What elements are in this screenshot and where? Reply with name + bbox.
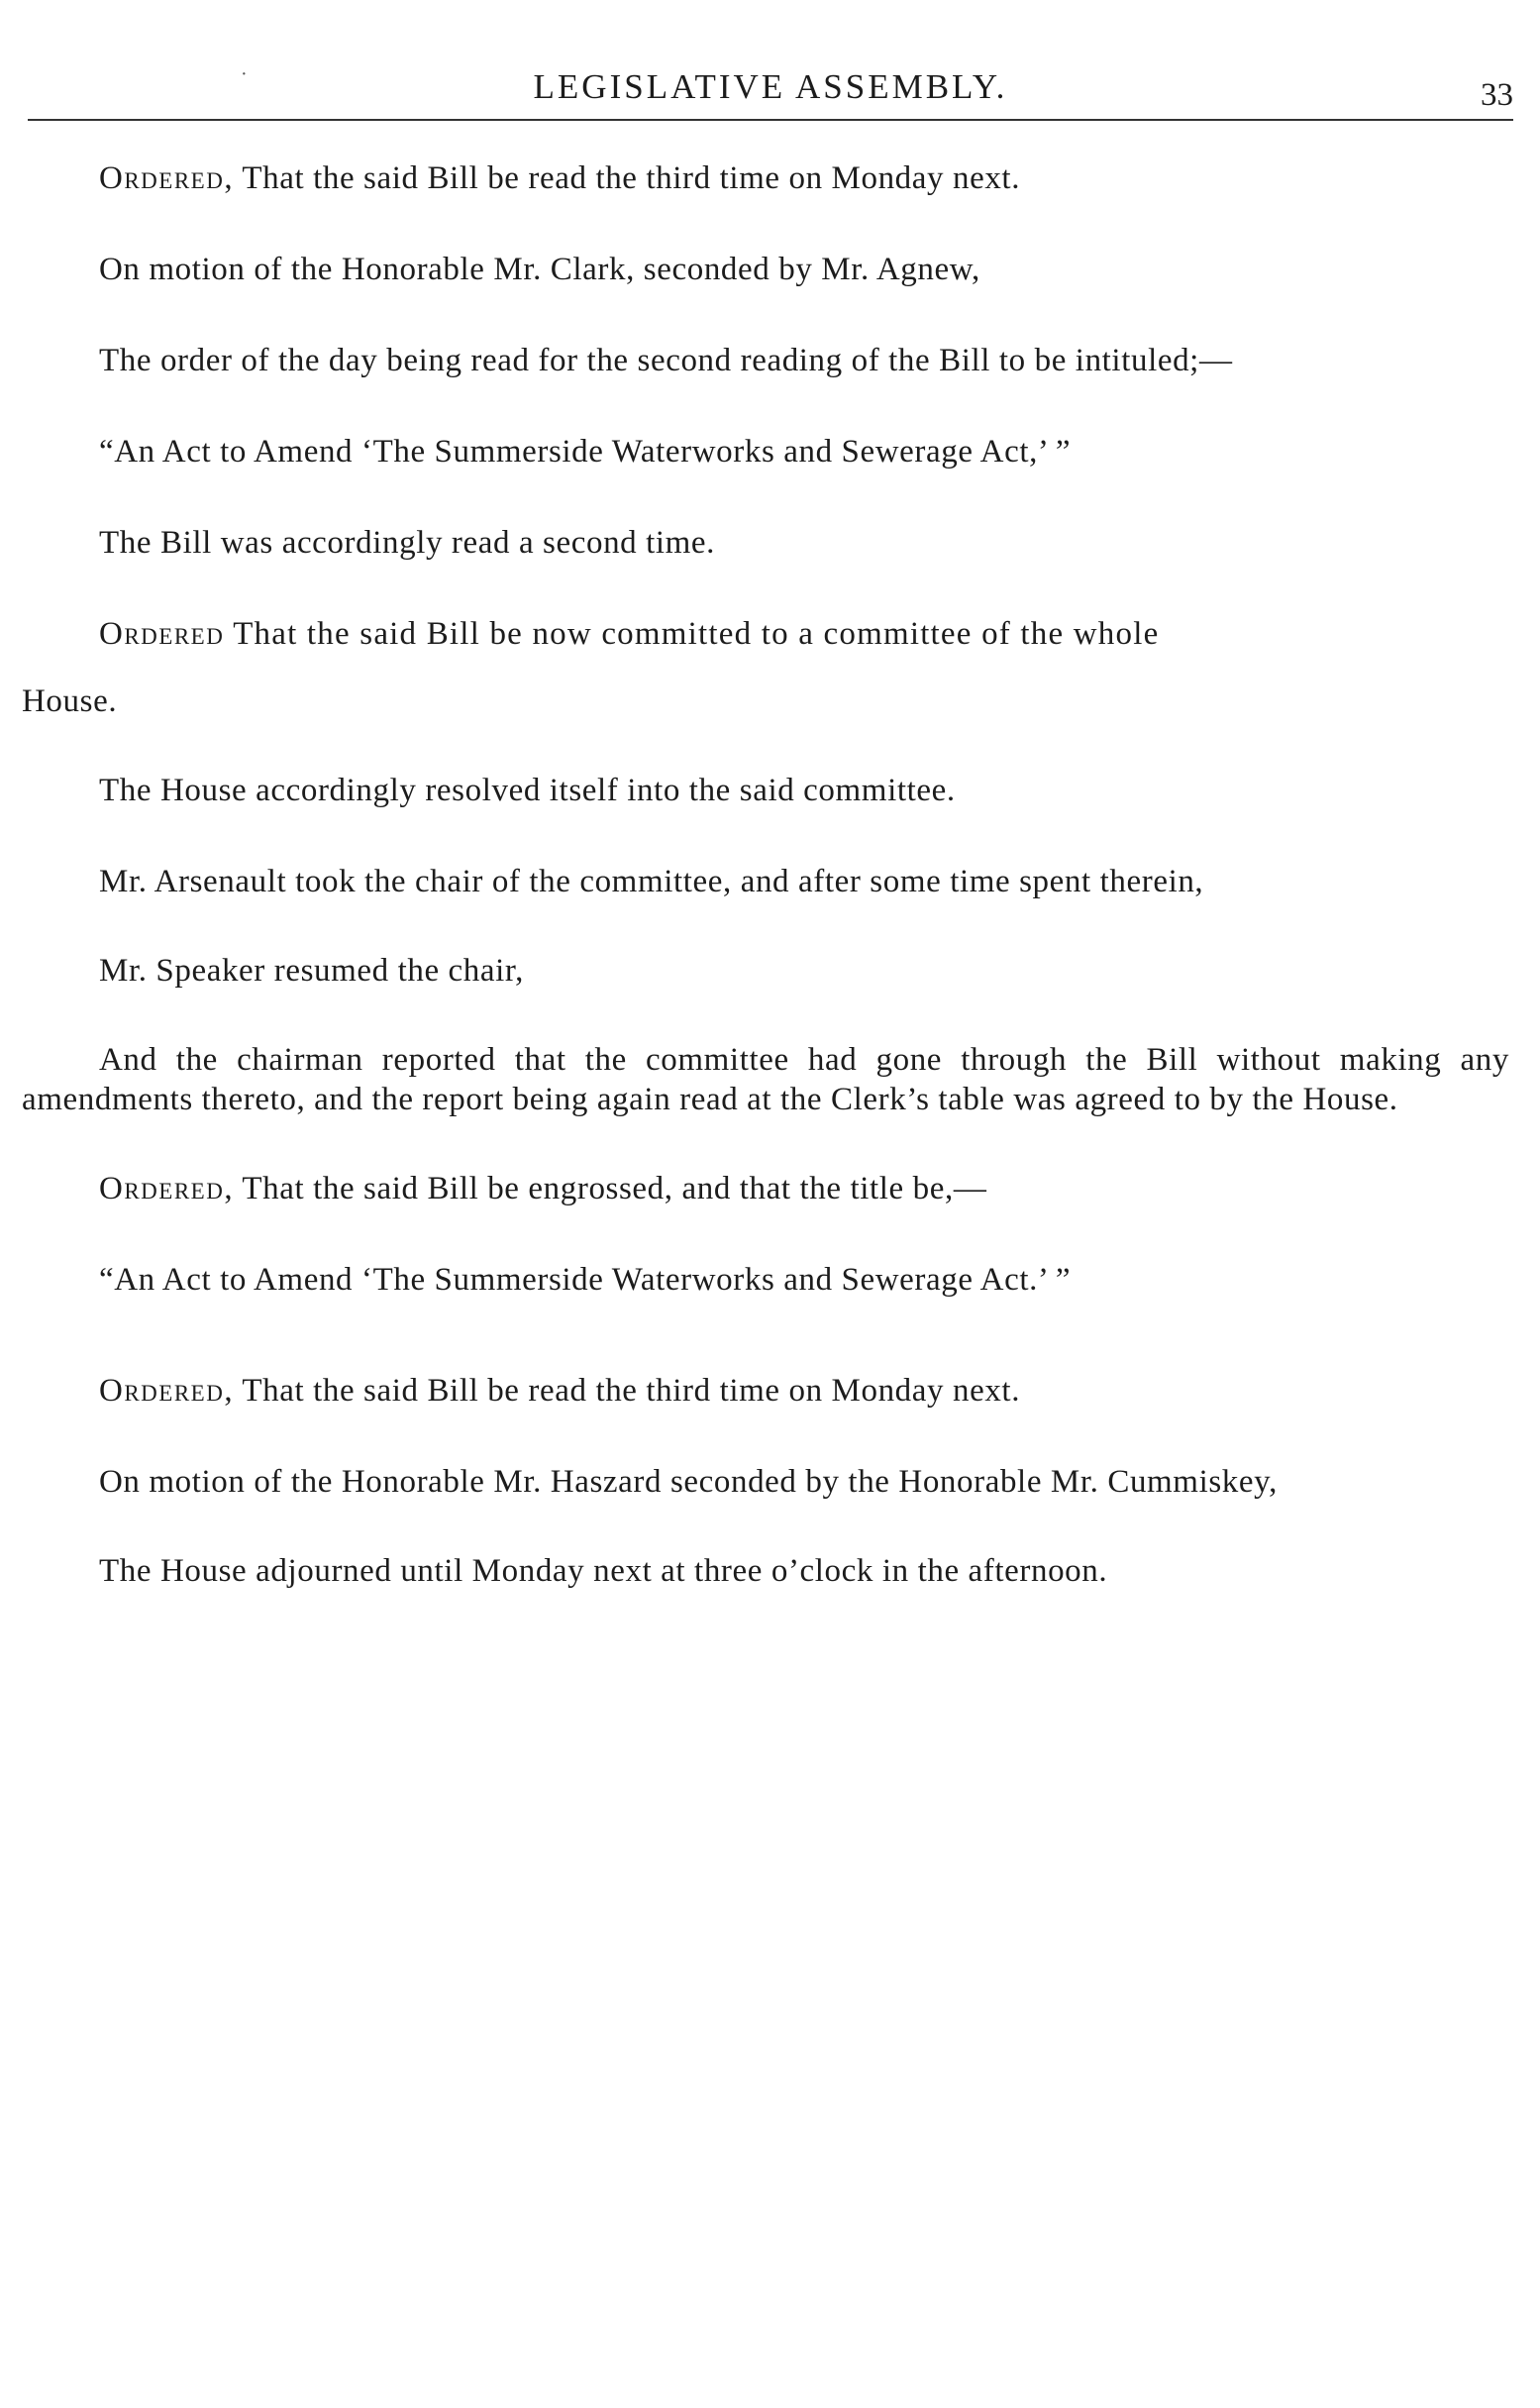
paragraph-bill-title-2: “An Act to Amend ‘The Summerside Waterworks and Sewerage Act.’ ”: [99, 1262, 1072, 1298]
running-head-title: LEGISLATIVE ASSEMBLY.: [533, 67, 1008, 106]
journal-text: [22, 158, 1509, 1591]
paragraph-chairman-reported: And the chairman reported that the committee had gone through the Bill without making any amendments thereto, and the report being again read at the Clerk’s table was agreed to by the House.: [22, 1042, 1509, 1117]
paragraph-text: That the said Bill be read the third time on Monday next.: [234, 1373, 1021, 1409]
paragraph-text: That the said Bill be engrossed, and that the title be,—: [234, 1171, 987, 1206]
paragraph-ordered-committed: [22, 614, 1509, 654]
paragraph-speaker-resumed: Mr. Speaker resumed the chair,: [99, 953, 525, 989]
paragraph-ordered-third-reading-1: [22, 158, 1509, 198]
stray-print-mark: ·: [241, 63, 248, 85]
paragraph-order-of-day: The order of the day being read for the second reading of the Bill to be intituled;—: [99, 343, 1233, 378]
paragraph-second-reading: The Bill was accordingly read a second time.: [99, 525, 716, 561]
header-rule: [28, 119, 1513, 121]
page-number: 33: [1481, 77, 1513, 113]
ordered-label: Ordered,: [99, 1373, 235, 1409]
paragraph-motion-clark: On motion of the Honorable Mr. Clark, seconded by Mr. Agnew,: [99, 252, 980, 287]
paragraph-text: That the said Bill be now committed to a committee of the whole: [224, 616, 1160, 652]
paragraph-motion-haszard: On motion of the Honorable Mr. Haszard seconded by the Honorable Mr. Cummiskey,: [99, 1464, 1278, 1500]
paragraph-bill-title-1: “An Act to Amend ‘The Summerside Waterworks and Sewerage Act,’ ”: [99, 434, 1072, 470]
page-header: [28, 59, 1513, 121]
paragraph-continuation: House.: [22, 683, 118, 719]
paragraph-house-resolved: The House accordingly resolved itself into the said committee.: [99, 773, 956, 808]
paragraph-house-adjourned: The House adjourned until Monday next at three o’clock in the afternoon.: [99, 1553, 1108, 1589]
ordered-label: Ordered,: [99, 1171, 235, 1206]
ordered-label: Ordered: [99, 616, 225, 652]
paragraph-ordered-engrossed: [22, 1169, 1509, 1208]
paragraph-text: That the said Bill be read the third time on Monday next.: [234, 160, 1021, 196]
paragraph-ordered-third-reading-2: [22, 1371, 1509, 1411]
ordered-label: Ordered,: [99, 160, 235, 196]
paragraph-arsenault-chair: Mr. Arsenault took the chair of the committee, and after some time spent therein,: [99, 864, 1204, 899]
